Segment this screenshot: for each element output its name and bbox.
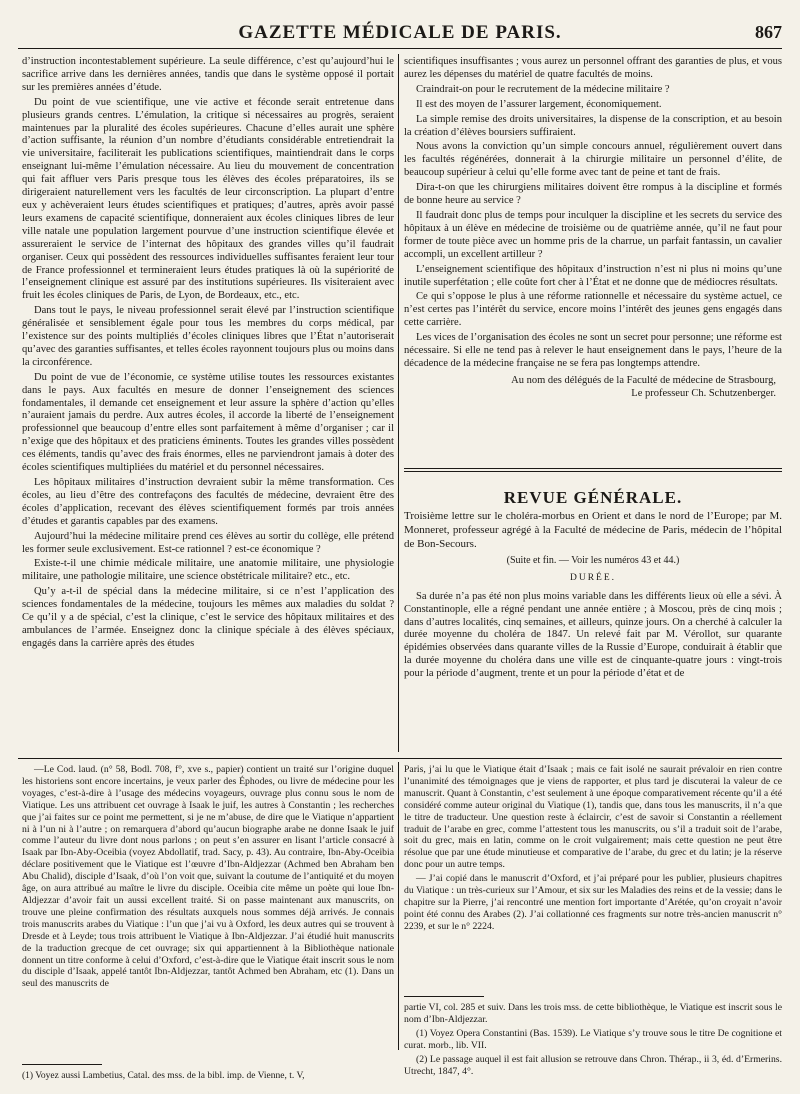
- paragraph: Du point de vue scientifique, une vie active et féconde serait entretenue dans plusieurs grands centres. L’émulation, la critique si nécessaires au progrès, seraient maintenues par la pluralité des écoles supérieures. Chacune d’elles aurait une sphère d’action suffisante, la réunion d’un nombre d’étudiants considérable entretiendrait la vie universitaire, faciliterait les publications scientifiques, maintiendrait dans le corps enseignant lui-même l’émulation nécessaire. Au lieu du mouvement de concentration qui fait affluer vers Paris presque tous les élèves des écoles préparatoires, ils se dirigeraient naturellement vers les facultés de leur circonscription. La plupart d’entre eux y achèveraient leurs études scientifiques et pratiques; d’autres, après avoir passé leurs examens de capacité scientifique, donneraient aux écoles cliniques libres de leur ville natale une population largement pourvue d’une instruction scientifique élevée et assureraient le service de l’internat des hôpitaux des grandes villes qu’il faudrait organiser. Ceux qui possèdent des ressources individuelles suffisantes feraient leur tour de France professionnel et termineraient leurs études pratiques là où la supériorité de l’enseignement clinique est assuré par des institutions supérieures. Ils visiteraient avec fruit les écoles cliniques de Paris, de Lyon, de Bordeaux, etc., etc.: [22, 96, 394, 302]
- paragraph: La simple remise des droits universitaires, la dispense de la conscription, et au besoin la création d’élèves boursiers suffiraient.: [404, 113, 782, 138]
- paragraph: Existe-t-il une chimie médicale militaire, une anatomie militaire, une physiologie militaire, une pathologie militaire, une science obstétricale militaire? etc., etc.: [22, 558, 394, 583]
- subsection-title: DURÉE.: [569, 572, 617, 583]
- paragraph: Nous avons la conviction qu’un simple concours annuel, régulièrement ouvert dans les facultés régénérées, donnerait à la chirurgie militaire un personnel d’élite, de beaucoup supérieur à celui qu’elle forme avec tant de peine et tant de frais.: [404, 141, 782, 179]
- section-title: REVUE GÉNÉRALE.: [503, 488, 683, 507]
- paragraph: Qu’y a-t-il de spécial dans la médecine militaire, si ce n’est l’application des sciences fondamentales de la médecine, toujours les mêmes aux maladies du soldat ? Ce qu’il y a de spécial, c’est la clinique, c’est le service des hôpitaux militaires et des ambulances de l’armée. Enseignez donc la clinique spéciale à des élèves spéciaux, engagés dans la carrière après des études: [22, 586, 394, 649]
- paragraph: —Le Cod. laud. (n° 58, Bodl. 708, f°, xve s., papier) contient un traité sur l’origine duquel les historiens sont encore incertains, je veux parler des Éphodes, ou livre de médecine pour les voyages, c’est-à-dire à l’usage des médecins voyageurs, ouvrage plus connu sous le nom de Viatique. Les uns attribuent cet ouvrage à Isaak le juif, les autres à Constantin ; les recherches que j’ai faites sur ce point me permettent, si je ne m’abuse, de dire que le Viatique n’appartient ni à l’un ni à l’autre ; on remarquera d’abord qu’aucun biographe arabe ne donne Isaak le juif comme l’auteur du livre dont nous parlons ; on peut s’en assurer en lisant l’article consacré à Isaak par Ibn-Aby-Oceibia (voyez Abdollatif, trad. Sacy, p. 43). Au contraire, Ibn-Aby-Oceibia déclare positivement que le Viatique est l’œuvre d’Ibn-Aldjezzar (Achmed ben Abraham ben Abu Chalid), disciple d’Isaak, d’où l’on voit que, suivant la coutume de l’antiquité et du moyen âge, on aura attribué au maître le livre du disciple. Oceibia cite même un poète qui loue Ibn-Aldjezzar d’avoir fait un aussi excellent traité. Si on passe maintenant aux manuscrits, on trouve une pleine confirmation des résultats auxquels nous sommes déjà arrivés. Je connais trois manuscrits arabes du Viatique : l’un que j’ai vu à Oxford, les deux autres qui se trouvent à Dresde et à Leyde; tous trois attribuent le Viatique à Ibn-Aldjezzar. J’ai étudié huit manuscrits de la traduction grecque de cet ouvrage; six qui appartiennent à la Bibliothèque nationale donnent un titre conforme à celui d’Oxford, c’est-à-dire que le Viatique était inscrit sous le nom du disciple d’Isaak, appelé tantôt Ibn-Aldjezzar, tantôt Achmed ben Abraham, etc (1). Dans un seul des manuscrits de: [22, 764, 394, 990]
- right-column-revue: [404, 488, 782, 752]
- footer-column-divider: [398, 762, 399, 1050]
- feuilleton-notes: [404, 1002, 782, 1092]
- paragraph: Aujourd’hui la médecine militaire prend ces élèves au sortir du collège, elle prétend les former seule exclusivement. Est-ce rationnel ? est-ce économique ?: [22, 530, 394, 555]
- journal-title: GAZETTE MÉDICALE DE PARIS.: [238, 22, 562, 43]
- page-number: 867: [755, 22, 782, 42]
- paragraph: Du point de vue de l’économie, ce système utilise toutes les ressources existantes dans le pays. Aux facultés en mesure de donner l’enseignement des sciences fondamentales, il demande cet enseignement et leur assure la sphère d’action qu’elles n’auraient jamais du perdre. Aux autres écoles, il accorde la liberté de l’enseignement professionnel que beaucoup d’entre elles sont parfaitement à même d’organiser ; car il n’exige que des hôpitaux et des praticiens éminents. Toutes les grandes villes possèdent ces éléments, tandis qu’avec des frais énormes, elles ne parviendront jamais à doter des écoles scientifiques multipliées du matériel et du personnel nécessaires.: [22, 371, 394, 474]
- section-rule: [404, 471, 782, 472]
- footnote-rule: [404, 996, 484, 997]
- section-rule: [404, 468, 782, 469]
- footnote: (1) Voyez aussi Lambetius, Catal. des mss. de la bibl. imp. de Vienne, t. V,: [22, 1071, 305, 1081]
- header-rule: [18, 48, 782, 49]
- feuilleton-right: [404, 764, 782, 990]
- signature-block: [404, 375, 776, 401]
- paragraph: Les vices de l’organisation des écoles ne sont un secret pour personne; une réforme est nécessaire. Si elle ne tend pas à relever le haut enseignement dans le pays, l’heure de la décadence de la médecine française ne se fera pas longtemps attendre.: [404, 332, 782, 369]
- paragraph: Les hôpitaux militaires d’instruction devraient subir la même transformation. Ces écoles, au lieu d’être des contrefaçons des facultés de médecine, devraient être des écoles d’application, recevant des élèves scientifiquement formés par trois années d’études et garantis capables par des examens.: [22, 477, 394, 527]
- paragraph: d’instruction incontestablement supérieure. La seule différence, c’est qu’aujourd’hui le sacrifice arrive dans les dernières années, tandis que dans le système opposé il portait sur les premières années d’étude.: [22, 56, 394, 93]
- paragraph: Il faudrait donc plus de temps pour inculquer la discipline et les secrets du service des hôpitaux à un élève en médecine de troisième ou de quatrième année, qu’il ne faut pour former de toute pièce avec un homme pris de la charrue, un parfait fantassin, un cavalier accompli, un excellent artilleur ?: [404, 209, 782, 260]
- paragraph: Dira-t-on que les chirurgiens militaires doivent être rompus à la discipline et formés de bonne heure au service ?: [404, 182, 782, 207]
- paragraph: Il est des moyen de l’assurer largement, économiquement.: [416, 98, 662, 110]
- footnote-rule: [22, 1064, 102, 1065]
- paragraph: Ce qui s’oppose le plus à une réforme rationnelle et nécessaire du système actuel, ce n’est certes pas l’intérêt du service, encore moins l’intérêt des jeunes gens engagés dans cette carrière.: [404, 291, 782, 329]
- article-heading: Troisième lettre sur le choléra-morbus en Orient et dans le nord de l’Europe; par M. Monneret, professeur agrégé à la Faculté de médecine de Paris, médecin de l’hôpital de Bon-Secours.: [404, 509, 782, 550]
- continuation-note: (Suite et fin. — Voir les numéros 43 et 44.): [506, 554, 680, 566]
- feuilleton-left: [22, 764, 394, 1048]
- paragraph: scientifiques insuffisantes ; vous aurez un personnel offrant des garanties de plus, et vous aurez les dépenses du matériel de quatre facultés de moins.: [404, 56, 782, 80]
- paragraph: — J’ai copié dans le manuscrit d’Oxford, et j’ai préparé pour les publier, plusieurs chapitres du Viatique : un très-curieux sur l’Amour, et six sur les Maladies des reins et de la vessie; dans le chapitre sur la Pierre, j’ai rencontré une mention fort importante d’Arétée, qu’on croyait n’avoir point été connu des Arabes (2). J’ai collationné ces fragments sur notre très-ancien manuscrit n° 2239, et sur le n° 2224.: [404, 873, 782, 932]
- column-divider: [398, 54, 399, 752]
- footnote: (1) Voyez Opera Constantini (Bas. 1539). Le Viatique s’y trouve sous le titre De cognitione et curat. morb., lib. VII.: [404, 1027, 782, 1051]
- paragraph: Dans tout le pays, le niveau professionnel serait élevé par l’instruction scientifique généralisée et sensiblement égale pour tous les membres du corps médical, par l’existence sur des points multipliés d’écoles cliniques libres que l’État n’autoriserait qu’avec des garanties suffisantes, et telles écoles rayonnent toujours plus ou moins dans la circonférence.: [22, 305, 394, 368]
- paragraph: L’enseignement scientifique des hôpitaux d’instruction n’est ni plus ni moins qu’une inutile superfétation ; elle coûte fort cher à l’État et ne donne que de médiocres résultats.: [404, 263, 782, 288]
- signature-line: Au nom des délégués de la Faculté de médecine de Strasbourg,: [511, 374, 776, 386]
- paragraph: Craindrait-on pour le recrutement de la médecine militaire ?: [416, 83, 670, 95]
- right-column-top: [404, 56, 782, 456]
- page-header: [18, 18, 782, 44]
- footer-rule: [18, 758, 782, 759]
- footnote: (2) Le passage auquel il est fait allusion se retrouve dans Chron. Thérap., ii 3, éd. d’Ermerins. Utrecht, 1847, 4°.: [404, 1053, 782, 1077]
- paragraph: Paris, j’ai lu que le Viatique était d’Isaak ; mais ce fait isolé ne saurait prévaloir en rien contre l’unanimité des témoignages que je viens de rapporter, et plus tard je discuterai la valeur de ce manuscrit. Quant à Constantin, c’est seulement à une époque comparativement récente qu’il a été considéré comme auteur original du Viatique (1), tandis que, dans tous les manuscrits, il n’a que le titre de traducteur. Une question reste à éclaircir, c’est de savoir si Constantin a réellement traduit de l’arabe en grec, comme l’attestent tous les manuscrits, ou s’il a traduit soit de l’arabe, soit du grec, mais en latin, comme on le croit vulgairement; mais cette question ne peut être résolue que par une étude minutieuse et comparative de l’arabe, du grec et du latin; je la réserve donc pour un autre temps.: [404, 764, 782, 871]
- signature-name: Le professeur Ch. Schutzenberger.: [631, 387, 776, 399]
- footnote: partie VI, col. 285 et suiv. Dans les trois mss. de cette bibliothèque, le Viatique est inscrit sous le nom d’Ibn-Aldjezzar.: [404, 1002, 782, 1025]
- left-column: [22, 56, 394, 752]
- paragraph: Sa durée n’a pas été non plus moins variable dans les différents lieux où elle a sévi. À Constantinople, elle a régné pendant une année entière ; à Moscou, près de cinq mois ; dans d’autres localités, cinq semaines, et ailleurs, quinze jours. On a cherché à calculer la durée moyenne du choléra de 1847. Un relevé fait par M. Vérollot, sur quarante épidémies observées dans quarante villes de la Russie d’Europe, conduirait à établir que la durée moyenne du choléra dans une ville est de cinquante-quatre jours : vingt-trois pour la période d’augment, trente et un pour la période d’état et de: [404, 590, 782, 680]
